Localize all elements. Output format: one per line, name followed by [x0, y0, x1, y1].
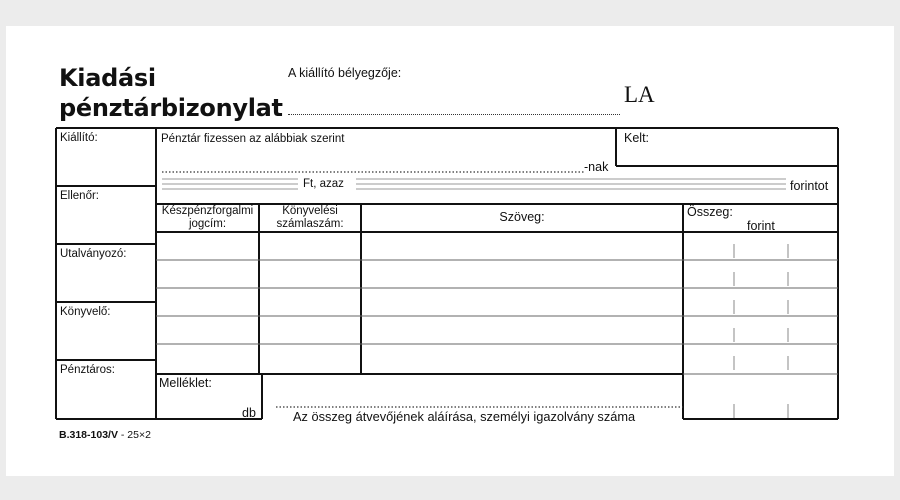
- form-code-number: B.318-103/V: [59, 429, 118, 441]
- title-line-2: pénztárbizonylat: [59, 94, 283, 122]
- label-penztaros: Pénztáros:: [60, 364, 115, 376]
- ft-azaz-label: Ft, azaz: [303, 178, 344, 190]
- label-konyvelo: Könyvelő:: [60, 306, 111, 318]
- series-code: LA: [624, 82, 655, 107]
- header-forint: forint: [747, 219, 775, 233]
- db-label: db: [242, 406, 256, 420]
- label-utalvanyozo: Utalványozó:: [60, 248, 127, 260]
- kelt-label: Kelt:: [624, 131, 650, 145]
- header-jogcim: Készpénzforgalmi jogcím:: [161, 205, 254, 230]
- label-kiallito: Kiállító:: [60, 132, 98, 144]
- nak-suffix: -nak: [584, 160, 609, 174]
- stamp-label: A kiállító bélyegzője:: [288, 66, 402, 80]
- form-code-suffix: - 25×2: [117, 429, 151, 441]
- header-osszeg: Összeg:: [687, 205, 733, 219]
- title-line-1: Kiadási: [59, 64, 156, 92]
- form-code: [59, 429, 151, 441]
- forintot-label: forintot: [790, 179, 829, 193]
- signature-label: Az összeg átvevőjének aláírása, személyi igazolvány száma: [293, 409, 636, 424]
- header-szamlaszam: Könyvelési számlaszám:: [276, 205, 344, 230]
- label-ellenor: Ellenőr:: [60, 190, 99, 202]
- melleklet-label: Melléklet:: [159, 376, 212, 390]
- header-szoveg: Szöveg:: [499, 210, 545, 224]
- cash-disbursement-voucher: [6, 26, 894, 476]
- pay-instruction: Pénztár fizessen az alábbiak szerint: [161, 133, 345, 145]
